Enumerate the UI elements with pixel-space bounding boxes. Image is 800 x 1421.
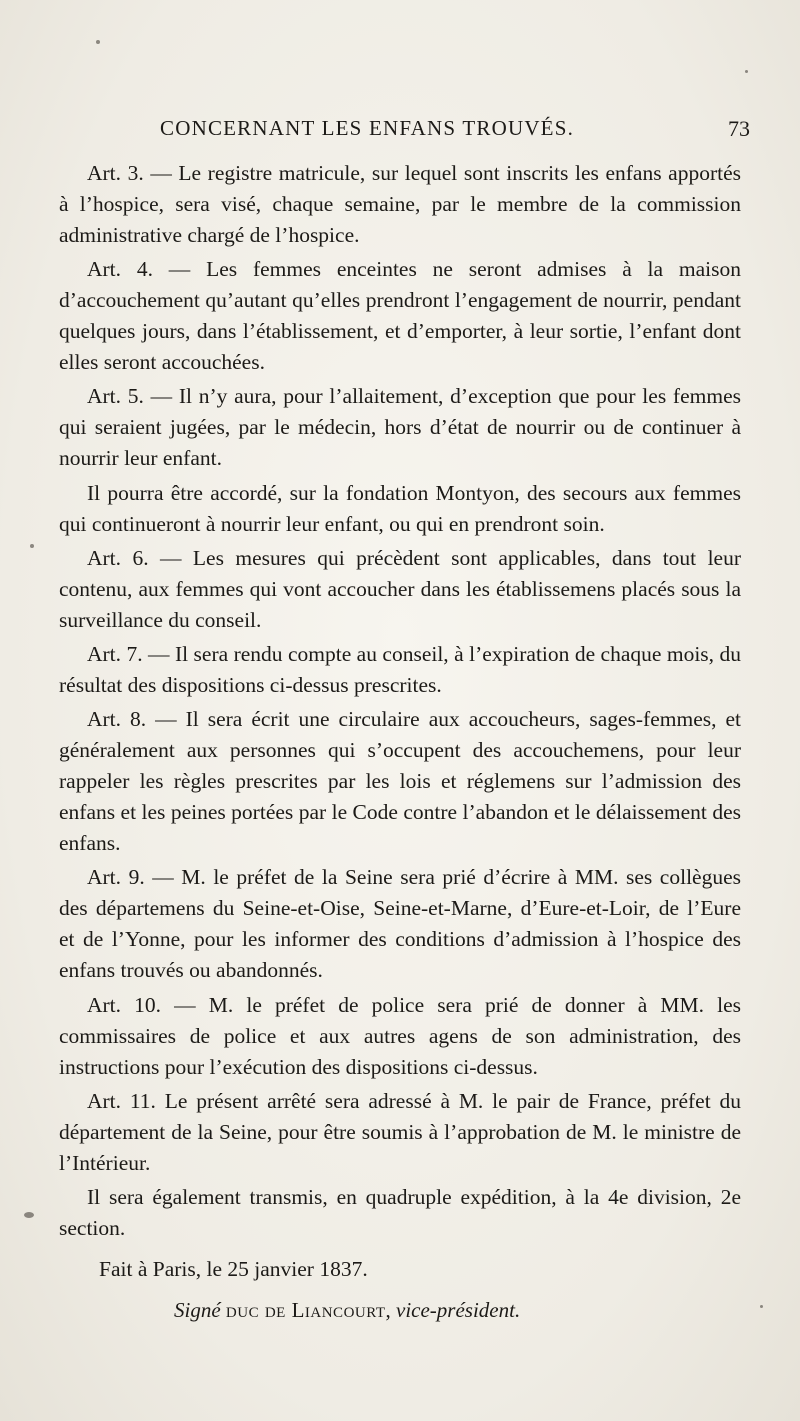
signatory-name: duc de Liancourt [225, 1297, 386, 1322]
page-body [59, 158, 741, 1326]
paragraph-art-5: Art. 5. — Il n’y aura, pour l’allaitement, d’exception que pour les femmes qui seraient jugées, par le médecin, hors d’état de nourrir ou de continuer à nourrir leur enfant. [59, 384, 741, 471]
signe-label: Signé [174, 1297, 221, 1322]
signature-line: Signé duc de Liancourt, vice-président. [174, 1297, 521, 1322]
paragraph-art-7: Art. 7. — Il sera rendu compte au conseil, à l’expiration de chaque mois, du résultat des dispositions ci-dessus prescrites. [59, 641, 741, 697]
date-line: Fait à Paris, le 25 janvier 1837. [99, 1256, 368, 1281]
running-head: CONCERNANT LES ENFANS TROUVÉS. [160, 116, 575, 140]
paragraph-art-10: Art. 10. — M. le préfet de police sera prié de donner à MM. les commissaires de police et aux autres agens de son administration, des instructions pour l’exécution des dispositions ci-dessus. [59, 992, 741, 1079]
paragraph-art-11: Art. 11. Le présent arrêté sera adressé à M. le pair de France, préfet du département de la Seine, pour être soumis à l’approbation de M. le ministre de l’Intérieur. [59, 1088, 741, 1175]
paragraph-art-9: Art. 9. — M. le préfet de la Seine sera prié d’écrire à MM. ses collègues des départemens du Seine-et-Oise, Seine-et-Marne, d’Eure-et-Loir, de l’Eure et de l’Yonne, pour les informer des conditions d’admission à l’hospice des enfans trouvés ou abandonnés. [59, 865, 741, 983]
paragraph-art-8: Art. 8. — Il sera écrit une circulaire aux accoucheurs, sages-femmes, et généralement aux personnes qui s’occupent des accouchemens, pour leur rappeler les règles prescrites par les lois et réglemens sur l’admission des enfans et les peines portées par le Code contre l’abandon et le délaissement des enfans. [59, 707, 741, 856]
paragraph-transmission: Il sera également transmis, en quadruple expédition, à la 4e division, 2e section. [59, 1184, 741, 1240]
page-number: 73 [728, 116, 750, 141]
paragraph-art-4: Art. 4. — Les femmes enceintes ne seront admises à la maison d’accouchement qu’autant qu’elles prendront l’engagement de nourrir, pendant quelques jours, dans l’établissement, et d’emporter, à leur sortie, l’enfant dont elles seront accouchées. [59, 257, 741, 375]
signatory-title: vice-président. [396, 1297, 521, 1322]
paragraph-art-3: Art. 3. — Le registre matricule, sur lequel sont inscrits les enfans apportés à l’hospice, sera visé, chaque semaine, par le membre de la commission administrative chargé de l’hospice. [59, 161, 741, 247]
paragraph-art-6: Art. 6. — Les mesures qui précèdent sont applicables, dans tout leur contenu, aux femmes qui vont accoucher dans les établissemens placés sous la surveillance du conseil. [59, 545, 741, 632]
page-header [60, 116, 750, 150]
paragraph-montyon: Il pourra être accordé, sur la fondation Montyon, des secours aux femmes qui continueront à nourrir leur enfant, ou qui en prendront soin. [59, 480, 741, 536]
